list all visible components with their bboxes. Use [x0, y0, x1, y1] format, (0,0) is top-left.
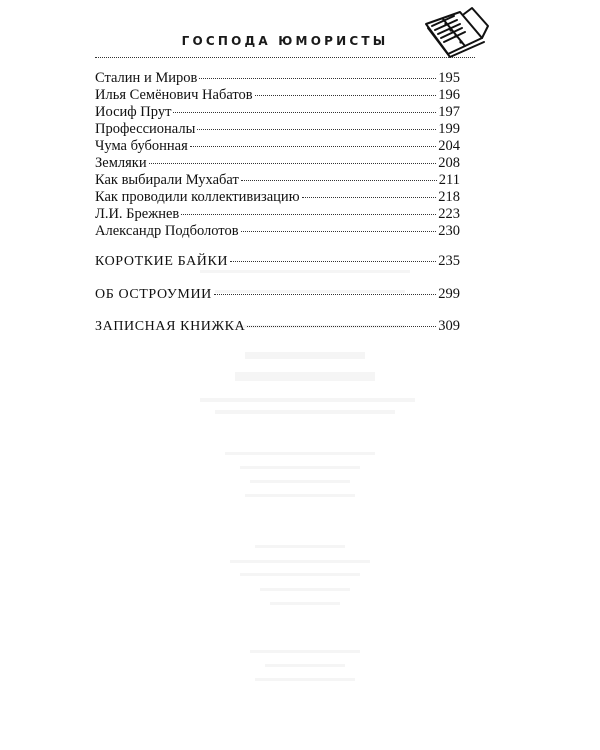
- toc-entry-page: 223: [438, 206, 460, 222]
- toc-entry-title: Илья Семёнович Набатов: [95, 87, 253, 103]
- dot-leader: [190, 146, 436, 147]
- toc-section: [95, 285, 460, 303]
- toc-entry-page: 199: [438, 121, 460, 137]
- toc-entry-title: Профессионалы: [95, 121, 196, 137]
- toc-entry: [95, 69, 460, 87]
- dot-leader: [197, 129, 436, 130]
- notebook-icon: [418, 4, 490, 62]
- dot-leader: [241, 231, 437, 232]
- toc-section: [95, 252, 460, 270]
- dot-leader: [241, 180, 437, 181]
- toc-entry: [95, 222, 460, 240]
- dot-leader: [181, 214, 436, 215]
- toc-entry-page: 218: [438, 189, 460, 205]
- toc-entry-title: Александр Подболотов: [95, 223, 239, 239]
- dot-leader: [214, 294, 436, 295]
- toc-entry-page: 196: [438, 87, 460, 103]
- toc-entry: [95, 154, 460, 172]
- toc-entry: [95, 171, 460, 189]
- toc-entry-page: 195: [438, 70, 460, 86]
- dot-leader: [247, 326, 436, 327]
- dot-leader: [302, 197, 437, 198]
- toc-entry: [95, 188, 460, 206]
- toc-entry-title: Сталин и Миров: [95, 70, 198, 86]
- toc-entry-title: Л.И. Брежнев: [95, 206, 180, 222]
- toc-entry-title: Как проводили коллективизацию: [95, 189, 300, 205]
- toc-entry: [95, 86, 460, 104]
- dot-leader: [149, 163, 437, 164]
- dot-leader: [255, 95, 437, 96]
- dot-leader: [230, 261, 436, 262]
- toc-entry: [95, 103, 460, 121]
- toc-section-page: 309: [438, 318, 460, 334]
- toc-entry-title: Чума бубонная: [95, 138, 188, 154]
- toc-section-title: ОБ ОСТРОУМИИ: [95, 287, 212, 302]
- toc-entry-page: 230: [438, 223, 460, 239]
- toc-section: [95, 317, 460, 335]
- toc-section-page: 235: [438, 253, 460, 269]
- dot-leader: [173, 112, 436, 113]
- toc-entry-title: Иосиф Прут: [95, 104, 172, 120]
- toc-entry-page: 211: [438, 172, 460, 188]
- toc-entry-page: 204: [438, 138, 460, 154]
- toc-entry-title: Как выбирали Мухабат: [95, 172, 239, 188]
- running-head: ГОСПОДА ЮМОРИСТЫ: [181, 34, 389, 48]
- toc-section-title: ЗАПИСНАЯ КНИЖКА: [95, 319, 246, 334]
- toc-section-title: КОРОТКИЕ БАЙКИ: [95, 254, 229, 269]
- toc-entry: [95, 137, 460, 155]
- toc-entry: [95, 205, 460, 223]
- toc-entry: [95, 120, 460, 138]
- toc-entry-page: 197: [438, 104, 460, 120]
- toc-entry-title: Земляки: [95, 155, 147, 171]
- toc-section-page: 299: [438, 286, 460, 302]
- toc-entry-page: 208: [438, 155, 460, 171]
- dot-leader: [199, 78, 436, 79]
